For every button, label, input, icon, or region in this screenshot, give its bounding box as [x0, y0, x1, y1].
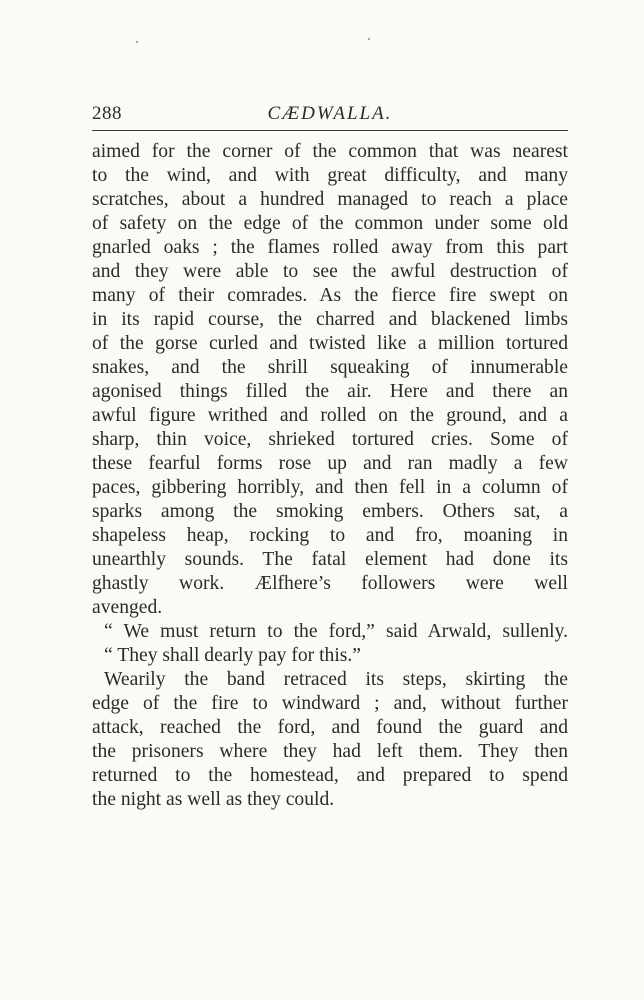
text-line: edge of the fire to windward ; and, without further: [92, 693, 568, 714]
running-head: CÆDWALLA.: [267, 103, 393, 124]
text-line: “ They shall dearly pay for this.”: [104, 645, 361, 666]
paper-speck: [368, 38, 370, 40]
header-rule: [92, 130, 568, 131]
text-line: awful figure writhed and rolled on the ground, and a: [92, 405, 568, 426]
text-line: paces, gibbering horribly, and then fell in a column of: [92, 477, 568, 498]
text-line: attack, reached the ford, and found the guard and: [92, 717, 568, 738]
body-text: [92, 140, 568, 812]
text-line: unearthly sounds. The fatal element had done its: [92, 549, 568, 570]
text-line: of the gorse curled and twisted like a million tortured: [92, 333, 568, 354]
text-line: sharp, thin voice, shrieked tortured cries. Some of: [92, 429, 568, 450]
page-number: 288: [92, 103, 122, 124]
text-line: many of their comrades. As the fierce fire swept on: [92, 285, 568, 306]
text-line: scratches, about a hundred managed to reach a place: [92, 189, 568, 210]
page-header: [92, 103, 568, 129]
text-line: in its rapid course, the charred and blackened limbs: [92, 309, 568, 330]
text-line: of safety on the edge of the common under some old: [92, 213, 568, 234]
text-line: agonised things filled the air. Here and there an: [92, 381, 568, 402]
text-line: Wearily the band retraced its steps, skirting the: [104, 669, 568, 690]
text-line: returned to the homestead, and prepared to spend: [92, 765, 568, 786]
text-line: sparks among the smoking embers. Others sat, a: [92, 501, 568, 522]
text-line: avenged.: [92, 597, 163, 618]
text-line: to the wind, and with great difficulty, and many: [92, 165, 568, 186]
text-line: the prisoners where they had left them. They then: [92, 741, 568, 762]
text-line: these fearful forms rose up and ran madly a few: [92, 453, 568, 474]
text-line: ghastly work. Ælfhere’s followers were well: [92, 573, 568, 594]
text-line: and they were able to see the awful destruction of: [92, 261, 568, 282]
text-line: aimed for the corner of the common that was nearest: [92, 141, 568, 162]
text-line: gnarled oaks ; the flames rolled away from this part: [92, 237, 568, 258]
paper-speck: [136, 41, 138, 43]
text-line: shapeless heap, rocking to and fro, moaning in: [92, 525, 568, 546]
text-line: “ We must return to the ford,” said Arwald, sullenly.: [104, 621, 568, 642]
text-line: the night as well as they could.: [92, 789, 335, 810]
text-line: snakes, and the shrill squeaking of innumerable: [92, 357, 568, 378]
